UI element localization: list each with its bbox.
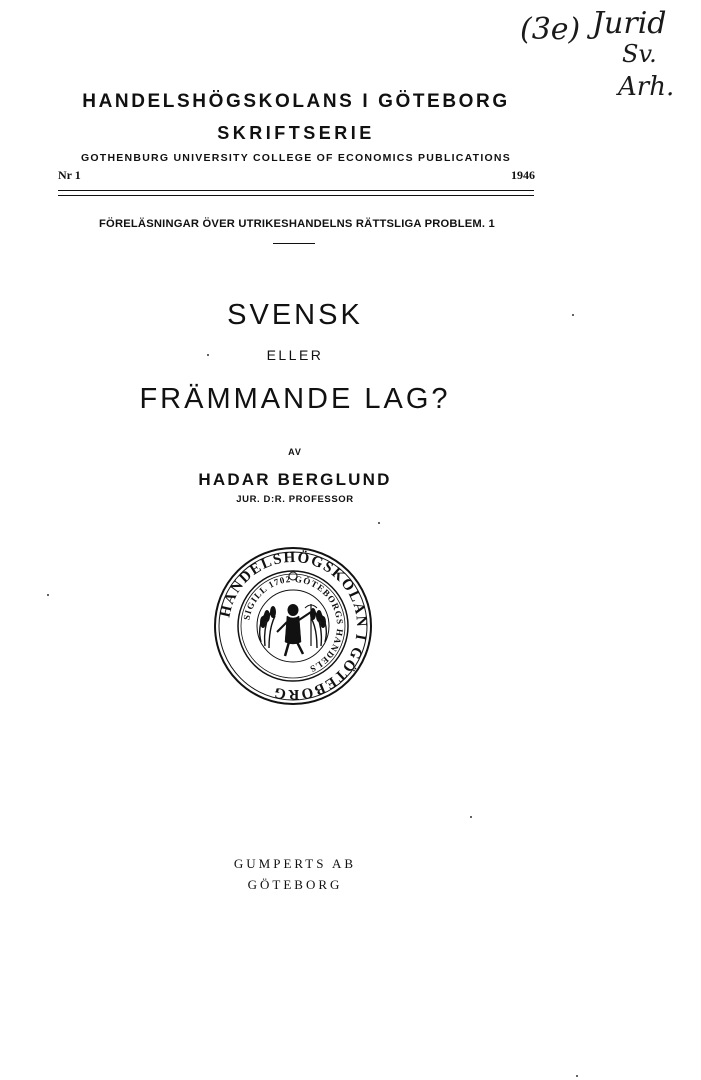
handwritten-note-arh: Arh.	[618, 72, 675, 102]
publication-year: 1946	[511, 168, 535, 182]
short-divider	[273, 243, 315, 244]
scan-speck	[207, 354, 209, 356]
seal-outer-text: HANDELSHÖGSKOLAN I GÖTEBORG	[217, 549, 370, 703]
handwritten-note-shelfmark: (3e)	[520, 12, 581, 47]
lecture-series-title: FÖRELÄSNINGAR ÖVER UTRIKESHANDELNS RÄTTSLIGA PROBLEM. 1	[99, 218, 495, 230]
scan-speck	[47, 594, 49, 596]
book-title-line-3: FRÄMMANDE LAG?	[139, 383, 451, 415]
seal-inner-text: SIGILL 1702 GÖTEBORGS HANDELS	[241, 573, 346, 675]
publisher-name: GUMPERTS AB	[233, 856, 357, 871]
byline-av: AV	[288, 447, 302, 457]
publisher-city: GÖTEBORG	[247, 877, 343, 892]
scan-speck	[572, 314, 574, 316]
series-english-title: GOTHENBURG UNIVERSITY COLLEGE OF ECONOMICS PUBLICATIONS	[80, 152, 512, 164]
author-name: HADAR BERGLUND	[198, 470, 392, 489]
scan-speck	[378, 522, 380, 524]
scan-speck	[576, 1075, 578, 1077]
series-subtitle: SKRIFTSERIE	[217, 123, 375, 143]
author-credentials: JUR. D:R. PROFESSOR	[236, 494, 354, 505]
book-title-line-1: SVENSK	[227, 299, 363, 331]
book-title-line-2: ELLER	[266, 347, 324, 363]
header-divider-thin	[58, 195, 534, 196]
handwritten-note-sv: Sv.	[622, 40, 657, 68]
scan-speck	[470, 816, 472, 818]
series-title: HANDELSHÖGSKOLANS I GÖTEBORG	[82, 91, 510, 112]
handwritten-note-jurid: Jurid	[592, 6, 667, 41]
header-divider-thick	[58, 190, 534, 191]
mercury-seal-icon	[213, 546, 373, 706]
series-number: Nr 1	[58, 168, 81, 182]
